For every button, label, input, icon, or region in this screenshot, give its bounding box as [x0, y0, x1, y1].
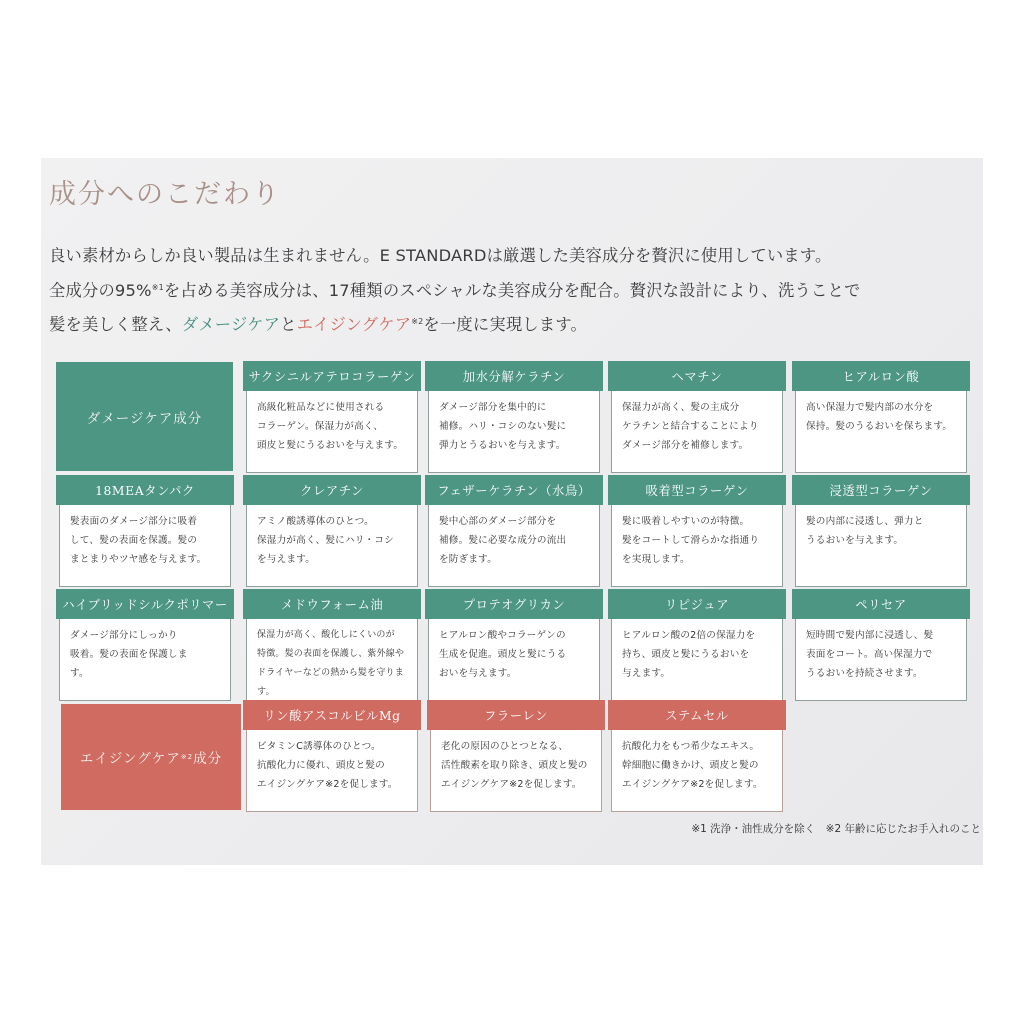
ingredient-name: プロテオグリカン	[425, 589, 603, 619]
ingredient-description: ビタミンC誘導体のひとつ。 抗酸化力に優れ、頭皮と髪の エイジングケア※2を促します。	[246, 730, 418, 812]
ingredient-name: フェザーケラチン（水鳥）	[425, 475, 603, 505]
intro-line-3	[49, 306, 979, 341]
intro-line-2	[49, 272, 979, 307]
intro-text-segment: 髪を美しく整え、	[49, 315, 182, 334]
ingredient-description: 髪中心部のダメージ部分を 補修。髪に必要な成分の流出 を防ぎます。	[428, 505, 600, 587]
footnote-mark-1: ※1	[151, 282, 164, 292]
ingredients-page	[41, 158, 983, 865]
ingredient-description: ヒアルロン酸の2倍の保湿力を 持ち、頭皮と髪にうるおいを 与えます。	[611, 619, 783, 701]
ingredient-name: 吸着型コラーゲン	[608, 475, 786, 505]
ingredient-card	[608, 589, 786, 701]
ingredient-name: ペリセア	[792, 589, 970, 619]
intro-text-segment: を一度に実現します。	[423, 315, 587, 334]
ingredient-description: 老化の原因のひとつとなる、 活性酸素を取り除き、頭皮と髪の エイジングケア※2を促します。	[430, 730, 602, 812]
ingredient-card	[425, 589, 603, 701]
ingredient-card	[608, 361, 786, 473]
ingredient-name: リン酸アスコルビルMg	[243, 700, 421, 730]
intro-text-segment: 全成分の95%	[49, 280, 152, 300]
ingredient-description: 髪の内部に浸透し、弾力と うるおいを与えます。	[795, 505, 967, 587]
ingredient-name: 18MEAタンパク	[56, 475, 234, 505]
ingredient-description: 短時間で髪内部に浸透し、髪 表面をコート。高い保湿力で うるおいを持続させます。	[795, 619, 967, 701]
ingredient-name: メドウフォーム油	[243, 589, 421, 619]
ingredient-name: 浸透型コラーゲン	[792, 475, 970, 505]
ingredient-name: サクシニルアテロコラーゲン	[243, 361, 421, 391]
ingredient-description: ダメージ部分にしっかり 吸着。髪の表面を保護しま す。	[59, 619, 231, 701]
footnote-mark-2: ※2	[411, 317, 424, 326]
ingredient-description: アミノ酸誘導体のひとつ。 保湿力が高く、髪にハリ・コシ を与えます。	[246, 505, 418, 587]
ingredient-card	[792, 475, 970, 587]
intro-line-1: 良い素材からしか良い製品は生まれません。E STANDARDは厳選した美容成分を贅沢に使用しています。	[49, 246, 832, 265]
ingredient-name: クレアチン	[243, 475, 421, 505]
intro-text-segment: を占める美容成分は、17種類のスペシャルな美容成分を配合。贅沢な設計により、洗うことで	[163, 280, 861, 300]
category-label: ダメージケア成分	[86, 410, 203, 427]
footnote-mark: ※2	[180, 753, 194, 761]
ingredient-card	[243, 700, 421, 812]
ingredient-card	[56, 589, 234, 701]
ingredient-description: ヒアルロン酸やコラーゲンの 生成を促進。頭皮と髪にうる おいを与えます。	[428, 619, 600, 701]
category-label: エイジングケア	[79, 751, 181, 767]
ingredient-card	[243, 589, 421, 701]
ingredient-description: 髪に吸着しやすいのが特徴。 髪をコートして滑らかな指通り を実現します。	[611, 505, 783, 587]
ingredient-card	[792, 361, 970, 473]
intro-text-segment: と	[280, 315, 297, 334]
ingredient-description: 保湿力が高く、髪の主成分 ケラチンと結合することにより ダメージ部分を補修します。	[611, 391, 783, 473]
ingredient-card	[56, 475, 234, 587]
ingredient-name: フラーレン	[427, 700, 605, 730]
intro-text	[49, 240, 979, 341]
ingredient-card	[425, 475, 603, 587]
ingredient-name: ヒアルロン酸	[792, 361, 970, 391]
aging-care-highlight: エイジングケア	[296, 315, 412, 334]
ingredient-card	[792, 589, 970, 701]
footnote: ※1 洗浄・油性成分を除く ※2 年齢に応じたお手入れのこと	[691, 823, 981, 835]
ingredient-description: 高い保湿力で髪内部の水分を 保持。髪のうるおいを保ちます。	[795, 391, 967, 473]
ingredient-description: 保湿力が高く、酸化しにくいのが 特徴。髪の表面を保護し、紫外線や ドライヤーなどの熱から髪を守ります。	[246, 619, 418, 701]
ingredient-name: ハイブリッドシルクポリマー	[56, 589, 234, 619]
ingredient-name: ステムセル	[608, 700, 786, 730]
ingredient-description: 抗酸化力をもつ希少なエキス。 幹細胞に働きかけ、頭皮と髪の エイジングケア※2を促します。	[611, 730, 783, 812]
ingredient-description: ダメージ部分を集中的に 補修。ハリ・コシのない髪に 弾力とうるおいを与えます。	[428, 391, 600, 473]
ingredient-description: 髪表面のダメージ部分に吸着 して、髪の表面を保護。髪の まとまりやツヤ感を与えます。	[59, 505, 231, 587]
section-heading: 成分へのこだわり	[49, 179, 281, 210]
ingredient-card	[243, 361, 421, 473]
ingredient-card	[427, 700, 605, 812]
ingredient-name: リピジュア	[608, 589, 786, 619]
damage-care-highlight: ダメージケア	[181, 315, 281, 334]
ingredient-card	[608, 475, 786, 587]
category-label: 成分	[193, 751, 223, 767]
ingredient-card	[243, 475, 421, 587]
damage-care-category	[56, 362, 233, 471]
ingredient-card	[608, 700, 786, 812]
ingredient-description: 高級化粧品などに使用される コラーゲン。保湿力が高く、 頭皮と髪にうるおいを与えます。	[246, 391, 418, 473]
ingredient-card	[425, 361, 603, 473]
ingredient-name: 加水分解ケラチン	[425, 361, 603, 391]
aging-care-category	[61, 704, 241, 810]
ingredient-name: ヘマチン	[608, 361, 786, 391]
